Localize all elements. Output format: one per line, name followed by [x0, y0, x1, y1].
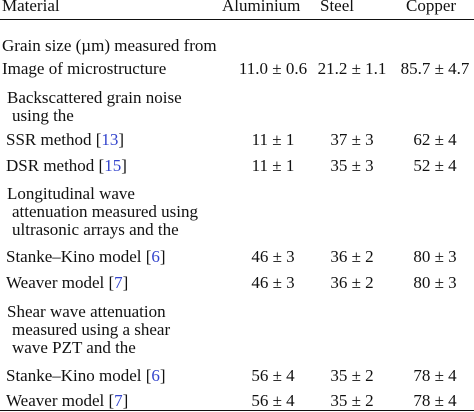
- cell-sk-lw-aluminium: 46 ± 3: [251, 247, 295, 266]
- header-aluminium: Aluminium: [222, 0, 301, 15]
- row-sk-lw-method-close: ]: [159, 247, 166, 266]
- section-sw-line2: measured using a shear: [12, 320, 171, 339]
- ref-link-13[interactable]: 13: [101, 130, 119, 149]
- ref-link-15[interactable]: 15: [104, 156, 122, 175]
- cell-ssr-aluminium: 11 ± 1: [251, 130, 295, 149]
- section-sw-line3: wave PZT and the: [12, 338, 136, 357]
- row-ssr-method: [6, 130, 124, 150]
- section-lw-line2: attenuation measured using: [12, 202, 199, 221]
- cell-dsr-copper: 52 ± 4: [413, 156, 457, 175]
- cell-sk-sw-steel: 35 ± 2: [330, 366, 374, 385]
- row-sk-sw-method-label: Stanke–Kino model [: [6, 366, 152, 385]
- ref-link-7-shear[interactable]: 7: [114, 391, 123, 410]
- cell-sk-lw-steel: 36 ± 2: [330, 247, 374, 266]
- row-ssr-method-label: SSR method [: [6, 130, 102, 149]
- section-bgn-line2: using the: [12, 106, 74, 125]
- ref-link-6-shear[interactable]: 6: [151, 366, 160, 385]
- row-wv-lw-method-label: Weaver model [: [6, 273, 115, 292]
- row-sk-sw-method-close: ]: [159, 366, 166, 385]
- cell-sk-sw-copper: 78 ± 4: [413, 366, 457, 385]
- cell-ssr-copper: 62 ± 4: [413, 130, 457, 149]
- row-ssr-method-close: ]: [118, 130, 125, 149]
- ref-link-6[interactable]: 6: [151, 247, 160, 266]
- header-rule: [0, 19, 474, 20]
- header-material: Material: [2, 0, 60, 15]
- cell-dsr-aluminium: 11 ± 1: [251, 156, 295, 175]
- row-dsr-method-close: ]: [121, 156, 127, 175]
- cell-sk-sw-aluminium: 56 ± 4: [251, 366, 295, 385]
- cell-wv-lw-aluminium: 46 ± 3: [251, 273, 295, 292]
- row-wv-sw-method: [6, 391, 128, 411]
- section-lw-line1: Longitudinal wave: [7, 184, 135, 203]
- section-grain-line2: Image of microstructure: [2, 59, 167, 78]
- cell-wv-sw-aluminium: 56 ± 4: [251, 391, 295, 410]
- cell-wv-sw-steel: 35 ± 2: [330, 391, 374, 410]
- row-wv-sw-method-close: ]: [122, 391, 129, 410]
- row-sk-sw-method: [6, 366, 166, 386]
- cell-image-aluminium: 11.0 ± 0.6: [238, 59, 308, 78]
- bottom-rule: [0, 410, 474, 411]
- cell-wv-lw-copper: 80 ± 3: [413, 273, 457, 292]
- section-sw-line1: Shear wave attenuation: [7, 302, 166, 321]
- header-copper: Copper: [406, 0, 457, 15]
- cell-image-copper: 85.7 ± 4.7: [400, 59, 470, 78]
- cell-image-steel: 21.2 ± 1.1: [317, 59, 387, 78]
- row-dsr-method-label: DSR method [: [6, 156, 105, 175]
- row-wv-sw-method-label: Weaver model [: [6, 391, 115, 410]
- header-steel: Steel: [320, 0, 354, 15]
- row-wv-lw-method-close: ]: [122, 273, 129, 292]
- section-grain-line1: Grain size (µm) measured from: [2, 36, 217, 55]
- section-bgn-line1: Backscattered grain noise: [7, 88, 182, 107]
- cell-sk-lw-copper: 80 ± 3: [413, 247, 457, 266]
- row-dsr-method: [6, 156, 127, 176]
- row-sk-lw-method: [6, 247, 166, 267]
- cell-wv-lw-steel: 36 ± 2: [330, 273, 374, 292]
- ref-link-7[interactable]: 7: [114, 273, 123, 292]
- cell-dsr-steel: 35 ± 3: [330, 156, 374, 175]
- cell-ssr-steel: 37 ± 3: [330, 130, 374, 149]
- section-lw-line3: ultrasonic arrays and the: [12, 220, 179, 239]
- cell-wv-sw-copper: 78 ± 4: [413, 391, 457, 410]
- row-sk-lw-method-label: Stanke–Kino model [: [6, 247, 152, 266]
- row-wv-lw-method: [6, 273, 128, 293]
